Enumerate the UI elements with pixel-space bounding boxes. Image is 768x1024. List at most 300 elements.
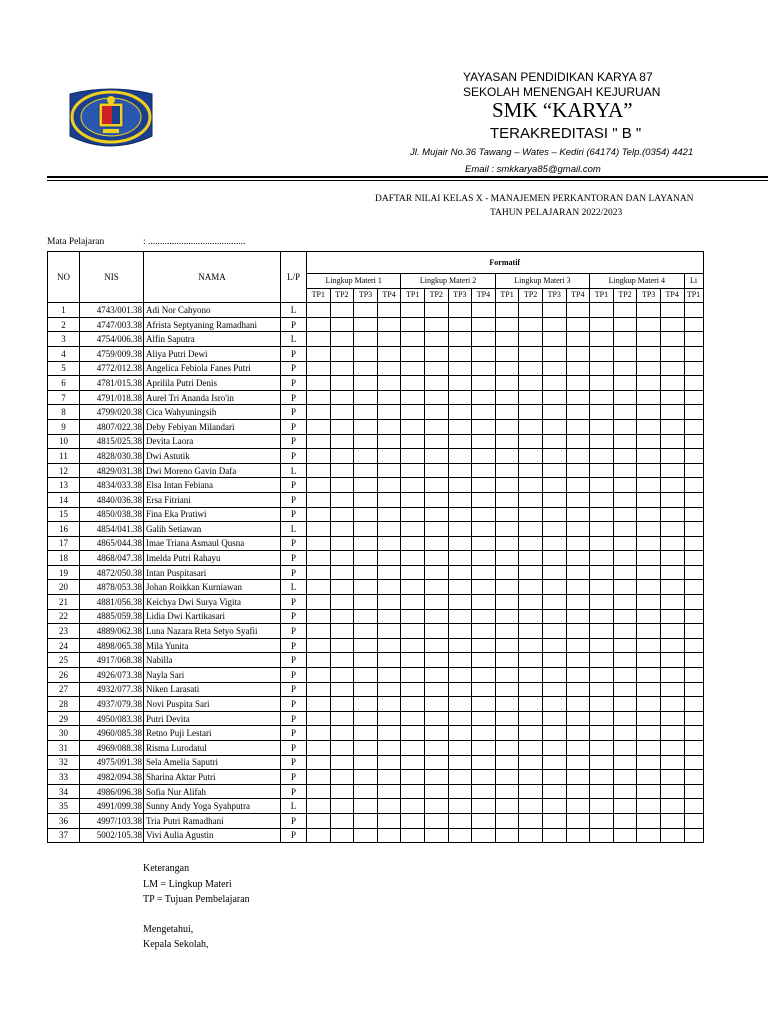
- grade-cell: [448, 434, 472, 449]
- grade-cell: [684, 303, 703, 318]
- grade-cell: [495, 755, 519, 770]
- grade-cell: [330, 609, 354, 624]
- grade-cell: [401, 799, 425, 814]
- grade-cell: [684, 813, 703, 828]
- grade-cell: [566, 609, 590, 624]
- grade-cell: [330, 828, 354, 843]
- grade-cell: [354, 784, 378, 799]
- grade-cell: [590, 332, 614, 347]
- grade-cell: [519, 449, 543, 464]
- grade-cell: [684, 799, 703, 814]
- header-tp: TP2: [424, 288, 448, 303]
- grade-cell: [613, 770, 637, 785]
- grade-cell: [542, 361, 566, 376]
- grade-cell: [613, 449, 637, 464]
- row-nis: 4885/059.38: [80, 609, 144, 624]
- grade-cell: [330, 405, 354, 420]
- grade-cell: [354, 405, 378, 420]
- grade-cell: [354, 449, 378, 464]
- grade-cell: [377, 390, 401, 405]
- grade-cell: [637, 478, 661, 493]
- grade-cell: [613, 697, 637, 712]
- grade-cell: [613, 653, 637, 668]
- grade-cell: [684, 741, 703, 756]
- table-row: [48, 624, 704, 639]
- grade-cell: [472, 668, 496, 683]
- grade-cell: [519, 595, 543, 610]
- row-no: 25: [48, 653, 80, 668]
- table-row: [48, 682, 704, 697]
- table-row: [48, 522, 704, 537]
- row-nama: Nabilla: [144, 653, 281, 668]
- grade-cell: [448, 361, 472, 376]
- grade-cell: [401, 390, 425, 405]
- grade-cell: [377, 609, 401, 624]
- grade-cell: [590, 449, 614, 464]
- row-nama: Sharina Aktar Putri: [144, 770, 281, 785]
- row-nama: Imae Triana Asmaul Qusna: [144, 536, 281, 551]
- grade-cell: [377, 536, 401, 551]
- grade-cell: [684, 361, 703, 376]
- grade-cell: [472, 551, 496, 566]
- row-nama: Aprilila Putri Denis: [144, 376, 281, 391]
- grade-cell: [684, 419, 703, 434]
- grade-cell: [377, 492, 401, 507]
- header-tp: TP1: [307, 288, 331, 303]
- grade-cell: [448, 595, 472, 610]
- grade-cell: [448, 405, 472, 420]
- grade-cell: [637, 755, 661, 770]
- row-nama: Adi Nor Cahyono: [144, 303, 281, 318]
- grade-cell: [330, 361, 354, 376]
- grade-cell: [307, 799, 331, 814]
- header-lingkup-materi: Lingkup Materi 4: [590, 274, 684, 289]
- grade-cell: [448, 303, 472, 318]
- table-header: [48, 252, 704, 303]
- grade-cell: [448, 463, 472, 478]
- row-no: 26: [48, 668, 80, 683]
- row-nis: 4881/056.38: [80, 595, 144, 610]
- header-tp: TP3: [637, 288, 661, 303]
- header-divider-thin: [47, 180, 768, 181]
- grade-cell: [330, 682, 354, 697]
- grade-cell: [542, 317, 566, 332]
- grade-cell: [660, 405, 684, 420]
- grade-cell: [660, 668, 684, 683]
- grade-cell: [566, 478, 590, 493]
- grade-cell: [566, 536, 590, 551]
- grade-cell: [424, 536, 448, 551]
- grade-cell: [590, 609, 614, 624]
- row-lp: P: [281, 478, 307, 493]
- grade-cell: [660, 492, 684, 507]
- table-row: [48, 828, 704, 843]
- grade-cell: [448, 492, 472, 507]
- grade-cell: [401, 682, 425, 697]
- school-address: Jl. Mujair No.36 Tawang – Wates – Kediri (64174) Telp.(0354) 4421: [410, 147, 694, 158]
- header-tp: TP2: [519, 288, 543, 303]
- row-nis: 4840/036.38: [80, 492, 144, 507]
- grade-cell: [330, 711, 354, 726]
- grade-cell: [542, 741, 566, 756]
- grade-cell: [495, 492, 519, 507]
- grade-cell: [354, 668, 378, 683]
- row-nama: Tria Putri Ramadhani: [144, 813, 281, 828]
- row-lp: P: [281, 741, 307, 756]
- subject-value-blank: : .........................................: [143, 237, 246, 247]
- grade-cell: [354, 536, 378, 551]
- grade-cell: [401, 419, 425, 434]
- grade-cell: [330, 580, 354, 595]
- grade-cell: [330, 332, 354, 347]
- grade-cell: [613, 595, 637, 610]
- grade-cell: [566, 522, 590, 537]
- grade-cell: [330, 755, 354, 770]
- grade-cell: [472, 361, 496, 376]
- grade-cell: [401, 434, 425, 449]
- grade-cell: [613, 478, 637, 493]
- grade-cell: [495, 507, 519, 522]
- grade-cell: [613, 463, 637, 478]
- grade-cell: [684, 463, 703, 478]
- table-row: [48, 697, 704, 712]
- grade-cell: [354, 799, 378, 814]
- grade-cell: [401, 361, 425, 376]
- row-no: 35: [48, 799, 80, 814]
- grade-cell: [472, 653, 496, 668]
- row-nama: Risma Lurodatul: [144, 741, 281, 756]
- grade-cell: [542, 419, 566, 434]
- row-lp: L: [281, 303, 307, 318]
- grade-cell: [307, 419, 331, 434]
- grade-cell: [495, 522, 519, 537]
- row-no: 12: [48, 463, 80, 478]
- grade-cell: [637, 434, 661, 449]
- grade-cell: [660, 463, 684, 478]
- table-row: [48, 770, 704, 785]
- grade-cell: [401, 346, 425, 361]
- row-nis: 4828/030.38: [80, 449, 144, 464]
- grade-cell: [590, 755, 614, 770]
- grade-cell: [637, 813, 661, 828]
- grade-cell: [424, 565, 448, 580]
- header-formatif: Formatif: [307, 252, 704, 274]
- row-nis: 4950/083.38: [80, 711, 144, 726]
- grade-cell: [424, 580, 448, 595]
- row-lp: P: [281, 609, 307, 624]
- grade-cell: [566, 449, 590, 464]
- grade-cell: [377, 595, 401, 610]
- row-lp: P: [281, 638, 307, 653]
- grade-cell: [401, 638, 425, 653]
- grade-cell: [590, 361, 614, 376]
- grade-cell: [566, 565, 590, 580]
- grade-cell: [495, 478, 519, 493]
- grade-cell: [448, 697, 472, 712]
- grade-cell: [472, 726, 496, 741]
- table-row: [48, 478, 704, 493]
- grade-cell: [354, 419, 378, 434]
- grade-cell: [307, 638, 331, 653]
- row-no: 6: [48, 376, 80, 391]
- grade-cell: [448, 551, 472, 566]
- grade-cell: [637, 697, 661, 712]
- document-title: DAFTAR NILAI KELAS X - MANAJEMEN PERKANTORAN DAN LAYANAN: [375, 194, 694, 204]
- grade-cell: [542, 463, 566, 478]
- header-nis: NIS: [80, 252, 144, 303]
- grade-cell: [377, 697, 401, 712]
- grade-cell: [424, 434, 448, 449]
- grade-cell: [613, 536, 637, 551]
- row-nis: 4772/012.38: [80, 361, 144, 376]
- grade-cell: [684, 580, 703, 595]
- grade-cell: [495, 332, 519, 347]
- row-nama: Deby Febiyan Milandari: [144, 419, 281, 434]
- row-nis: 4937/079.38: [80, 697, 144, 712]
- row-lp: P: [281, 668, 307, 683]
- grade-cell: [424, 419, 448, 434]
- grade-cell: [660, 507, 684, 522]
- grade-cell: [613, 638, 637, 653]
- row-nama: Aliya Putri Dewi: [144, 346, 281, 361]
- grade-cell: [519, 332, 543, 347]
- grade-cell: [307, 332, 331, 347]
- row-lp: P: [281, 507, 307, 522]
- header-nama: NAMA: [144, 252, 281, 303]
- grade-cell: [495, 784, 519, 799]
- grade-cell: [495, 653, 519, 668]
- table-row: [48, 711, 704, 726]
- grade-cell: [424, 741, 448, 756]
- row-no: 5: [48, 361, 80, 376]
- grade-cell: [566, 405, 590, 420]
- grade-cell: [566, 346, 590, 361]
- grade-cell: [660, 346, 684, 361]
- grade-cell: [307, 551, 331, 566]
- grade-cell: [354, 551, 378, 566]
- grade-cell: [354, 609, 378, 624]
- row-no: 4: [48, 346, 80, 361]
- grade-cell: [613, 813, 637, 828]
- grade-cell: [330, 813, 354, 828]
- grade-cell: [448, 565, 472, 580]
- grade-cell: [590, 653, 614, 668]
- grade-cell: [542, 697, 566, 712]
- grade-cell: [448, 784, 472, 799]
- grade-cell: [354, 507, 378, 522]
- grade-cell: [401, 595, 425, 610]
- grade-cell: [519, 346, 543, 361]
- grade-cell: [424, 303, 448, 318]
- row-nis: 4932/077.38: [80, 682, 144, 697]
- table-row: [48, 668, 704, 683]
- grade-cell: [448, 332, 472, 347]
- grade-cell: [495, 711, 519, 726]
- grade-cell: [495, 828, 519, 843]
- grade-cell: [590, 711, 614, 726]
- grade-cell: [448, 376, 472, 391]
- grade-cell: [330, 434, 354, 449]
- grade-cell: [495, 682, 519, 697]
- grade-cell: [637, 799, 661, 814]
- grade-cell: [377, 405, 401, 420]
- row-nis: 4982/094.38: [80, 770, 144, 785]
- grade-cell: [307, 755, 331, 770]
- grade-cell: [613, 565, 637, 580]
- row-no: 19: [48, 565, 80, 580]
- grade-cell: [307, 813, 331, 828]
- grade-cell: [542, 755, 566, 770]
- row-lp: P: [281, 755, 307, 770]
- grade-cell: [377, 828, 401, 843]
- grade-cell: [401, 463, 425, 478]
- grade-cell: [377, 332, 401, 347]
- grade-cell: [519, 492, 543, 507]
- grade-cell: [637, 317, 661, 332]
- grade-cell: [354, 565, 378, 580]
- grade-cell: [660, 741, 684, 756]
- grade-cell: [660, 536, 684, 551]
- grade-cell: [354, 303, 378, 318]
- row-no: 36: [48, 813, 80, 828]
- grade-cell: [448, 419, 472, 434]
- grade-cell: [495, 726, 519, 741]
- grade-cell: [542, 624, 566, 639]
- grade-cell: [566, 828, 590, 843]
- grade-cell: [377, 799, 401, 814]
- row-lp: P: [281, 565, 307, 580]
- row-nama: Aurel Tri Ananda Isro'in: [144, 390, 281, 405]
- grade-cell: [519, 624, 543, 639]
- grade-cell: [354, 522, 378, 537]
- grade-cell: [519, 551, 543, 566]
- school-name: SMK “KARYA”: [492, 98, 633, 122]
- grade-cell: [637, 522, 661, 537]
- grade-cell: [684, 434, 703, 449]
- row-lp: P: [281, 595, 307, 610]
- grade-cell: [519, 770, 543, 785]
- grade-cell: [637, 419, 661, 434]
- grade-cell: [684, 653, 703, 668]
- grade-cell: [377, 755, 401, 770]
- grade-cell: [590, 478, 614, 493]
- grade-cell: [401, 784, 425, 799]
- row-nama: Luna Nazara Reta Setyo Syafii: [144, 624, 281, 639]
- grade-cell: [660, 376, 684, 391]
- grade-cell: [613, 317, 637, 332]
- grade-cell: [472, 346, 496, 361]
- grade-cell: [495, 580, 519, 595]
- grade-cell: [566, 668, 590, 683]
- grade-cell: [613, 332, 637, 347]
- grade-cell: [472, 741, 496, 756]
- row-nis: 4791/018.38: [80, 390, 144, 405]
- grade-cell: [495, 536, 519, 551]
- grade-cell: [307, 682, 331, 697]
- row-no: 15: [48, 507, 80, 522]
- grade-cell: [613, 668, 637, 683]
- academic-year: TAHUN PELAJARAN 2022/2023: [490, 208, 623, 218]
- grade-cell: [566, 799, 590, 814]
- grade-cell: [448, 711, 472, 726]
- grade-cell: [637, 726, 661, 741]
- row-nis: 4754/006.38: [80, 332, 144, 347]
- grade-cell: [377, 449, 401, 464]
- grade-cell: [660, 522, 684, 537]
- grade-cell: [448, 799, 472, 814]
- row-no: 31: [48, 741, 80, 756]
- grade-cell: [542, 813, 566, 828]
- grade-cell: [330, 449, 354, 464]
- grade-cell: [519, 828, 543, 843]
- table-row: [48, 609, 704, 624]
- grade-cell: [684, 332, 703, 347]
- grade-cell: [613, 682, 637, 697]
- grade-cell: [307, 741, 331, 756]
- grade-cell: [542, 711, 566, 726]
- grade-cell: [519, 609, 543, 624]
- grade-cell: [307, 303, 331, 318]
- grade-cell: [307, 595, 331, 610]
- row-no: 22: [48, 609, 80, 624]
- grade-cell: [307, 478, 331, 493]
- grade-cell: [566, 303, 590, 318]
- row-lp: P: [281, 784, 307, 799]
- grade-cell: [377, 784, 401, 799]
- header-tp: TP4: [660, 288, 684, 303]
- grade-cell: [637, 463, 661, 478]
- accreditation: TERAKREDITASI " B ": [490, 125, 642, 142]
- table-row: [48, 551, 704, 566]
- grade-cell: [448, 507, 472, 522]
- row-nama: Johan Roikkan Kurniawan: [144, 580, 281, 595]
- grade-cell: [377, 361, 401, 376]
- grade-cell: [424, 609, 448, 624]
- grade-cell: [307, 697, 331, 712]
- grade-cell: [637, 390, 661, 405]
- row-nama: Afrista Septyaning Ramadhani: [144, 317, 281, 332]
- grade-cell: [637, 346, 661, 361]
- grade-cell: [684, 828, 703, 843]
- grade-cell: [307, 522, 331, 537]
- table-row: [48, 565, 704, 580]
- grade-cell: [590, 828, 614, 843]
- grade-cell: [401, 755, 425, 770]
- table-row: [48, 449, 704, 464]
- grade-cell: [613, 726, 637, 741]
- grade-cell: [330, 390, 354, 405]
- row-lp: P: [281, 492, 307, 507]
- grade-cell: [542, 536, 566, 551]
- grade-cell: [637, 492, 661, 507]
- grade-cell: [330, 784, 354, 799]
- grade-cell: [660, 770, 684, 785]
- row-nis: 4878/053.38: [80, 580, 144, 595]
- grade-cell: [401, 653, 425, 668]
- grade-cell: [519, 361, 543, 376]
- grade-cell: [660, 551, 684, 566]
- grade-cell: [424, 376, 448, 391]
- row-nama: Retno Puji Lestari: [144, 726, 281, 741]
- grade-cell: [637, 449, 661, 464]
- note-lm: LM = Lingkup Materi: [143, 879, 232, 890]
- grade-cell: [307, 711, 331, 726]
- grade-cell: [377, 317, 401, 332]
- grade-cell: [590, 638, 614, 653]
- grade-cell: [495, 741, 519, 756]
- grade-cell: [472, 376, 496, 391]
- grade-cell: [590, 346, 614, 361]
